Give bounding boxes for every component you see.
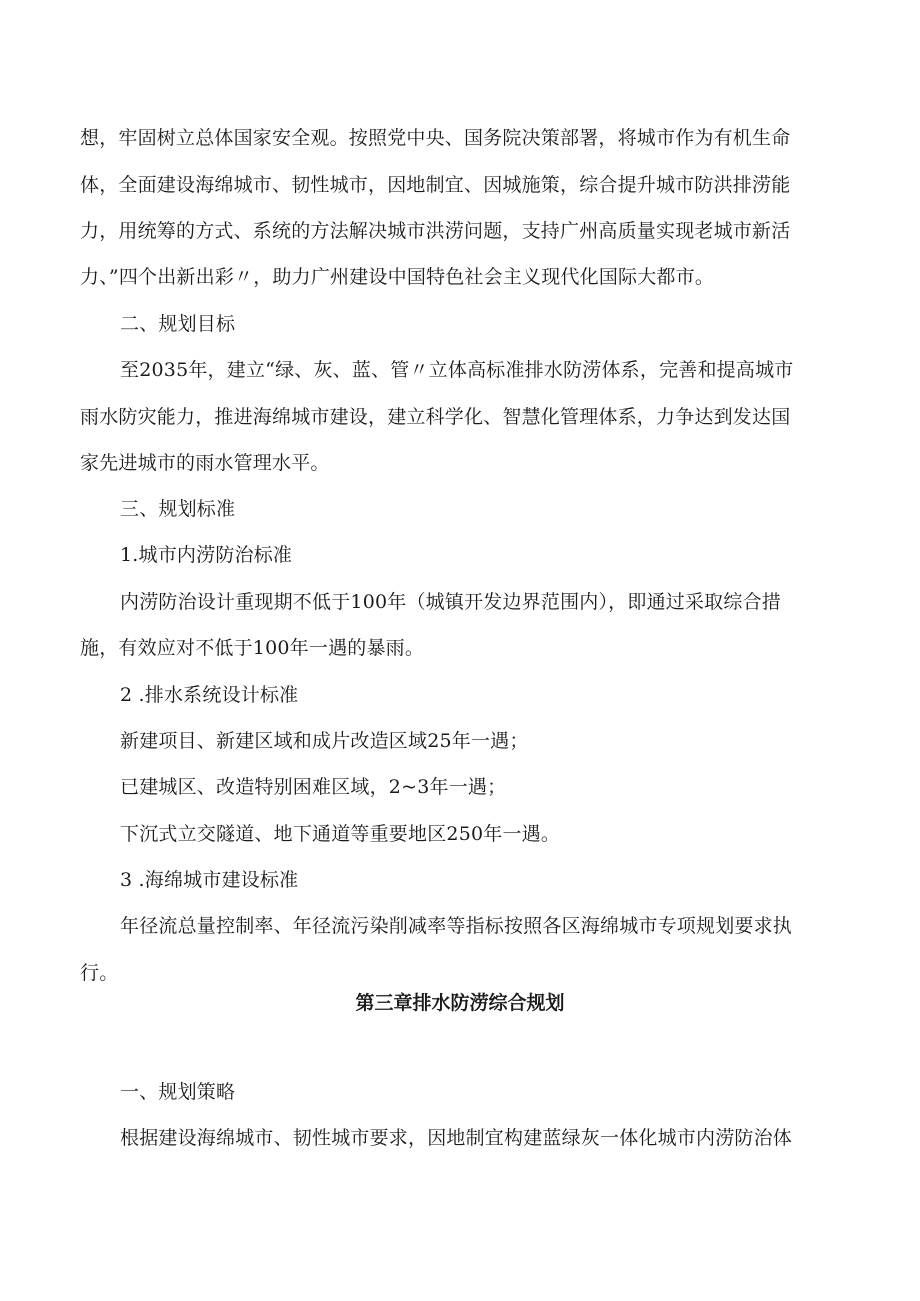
paragraph-line: 行。 — [80, 962, 119, 984]
section-heading-planning-strategy: 一、规划策略 — [120, 1081, 236, 1103]
paragraph-line: 力、”四个出新出彩〃，助力广州建设中国特色社会主义现代化国际大都市。 — [80, 266, 715, 288]
paragraph-line: 想，牢固树立总体国家安全观。按照党中央、国务院决策部署，将城市作为有机生命 — [80, 127, 791, 149]
paragraph-line: 施，有效应对不低于100年一遇的暴雨。 — [80, 637, 425, 659]
paragraph-line: 年径流总量控制率、年径流污染削减率等指标按照各区海绵城市专项规划要求执 — [120, 915, 793, 937]
paragraph-line: 已建城区、改造特别困难区域，2~3年一遇； — [120, 776, 507, 798]
paragraph-line: 雨水防灾能力，推进海绵城市建设，建立科学化、智慧化管理体系，力争达到发达国 — [80, 406, 791, 428]
paragraph-line: 下沉式立交隧道、地下通道等重要地区250年一遇。 — [120, 823, 561, 845]
subsection-heading: 2 .排水系统设计标准 — [120, 684, 299, 706]
paragraph-line: 体，全面建设海绵城市、韧性城市，因地制宜、因城施策，综合提升城市防洪排涝能 — [80, 174, 791, 196]
section-heading-planning-standards: 三、规划标准 — [120, 498, 236, 520]
paragraph-line: 内涝防治设计重现期不低于100年（城镇开发边界范围内），即通过采取综合措 — [120, 591, 781, 613]
paragraph-line: 力，用统筹的方式、系统的方法解决城市洪涝问题，支持广州高质量实现老城市新活 — [80, 220, 791, 242]
paragraph-line: 至2035年，建立“绿、灰、蓝、管〃立体高标准排水防涝体系，完善和提高城市 — [120, 359, 794, 381]
section-heading-planning-goals: 二、规划目标 — [120, 313, 236, 335]
chapter-heading: 第三章排水防涝综合规划 — [355, 992, 565, 1014]
paragraph-line: 家先进城市的雨水管理水平。 — [80, 452, 330, 474]
subsection-heading: 3 .海绵城市建设标准 — [120, 869, 299, 891]
paragraph-line: 根据建设海绵城市、韧性城市要求，因地制宜构建蓝绿灰一体化城市内涝防治体 — [120, 1127, 793, 1149]
subsection-heading: 1.城市内涝防治标准 — [120, 544, 293, 566]
paragraph-line: 新建项目、新建区域和成片改造区域25年一遇； — [120, 730, 529, 752]
